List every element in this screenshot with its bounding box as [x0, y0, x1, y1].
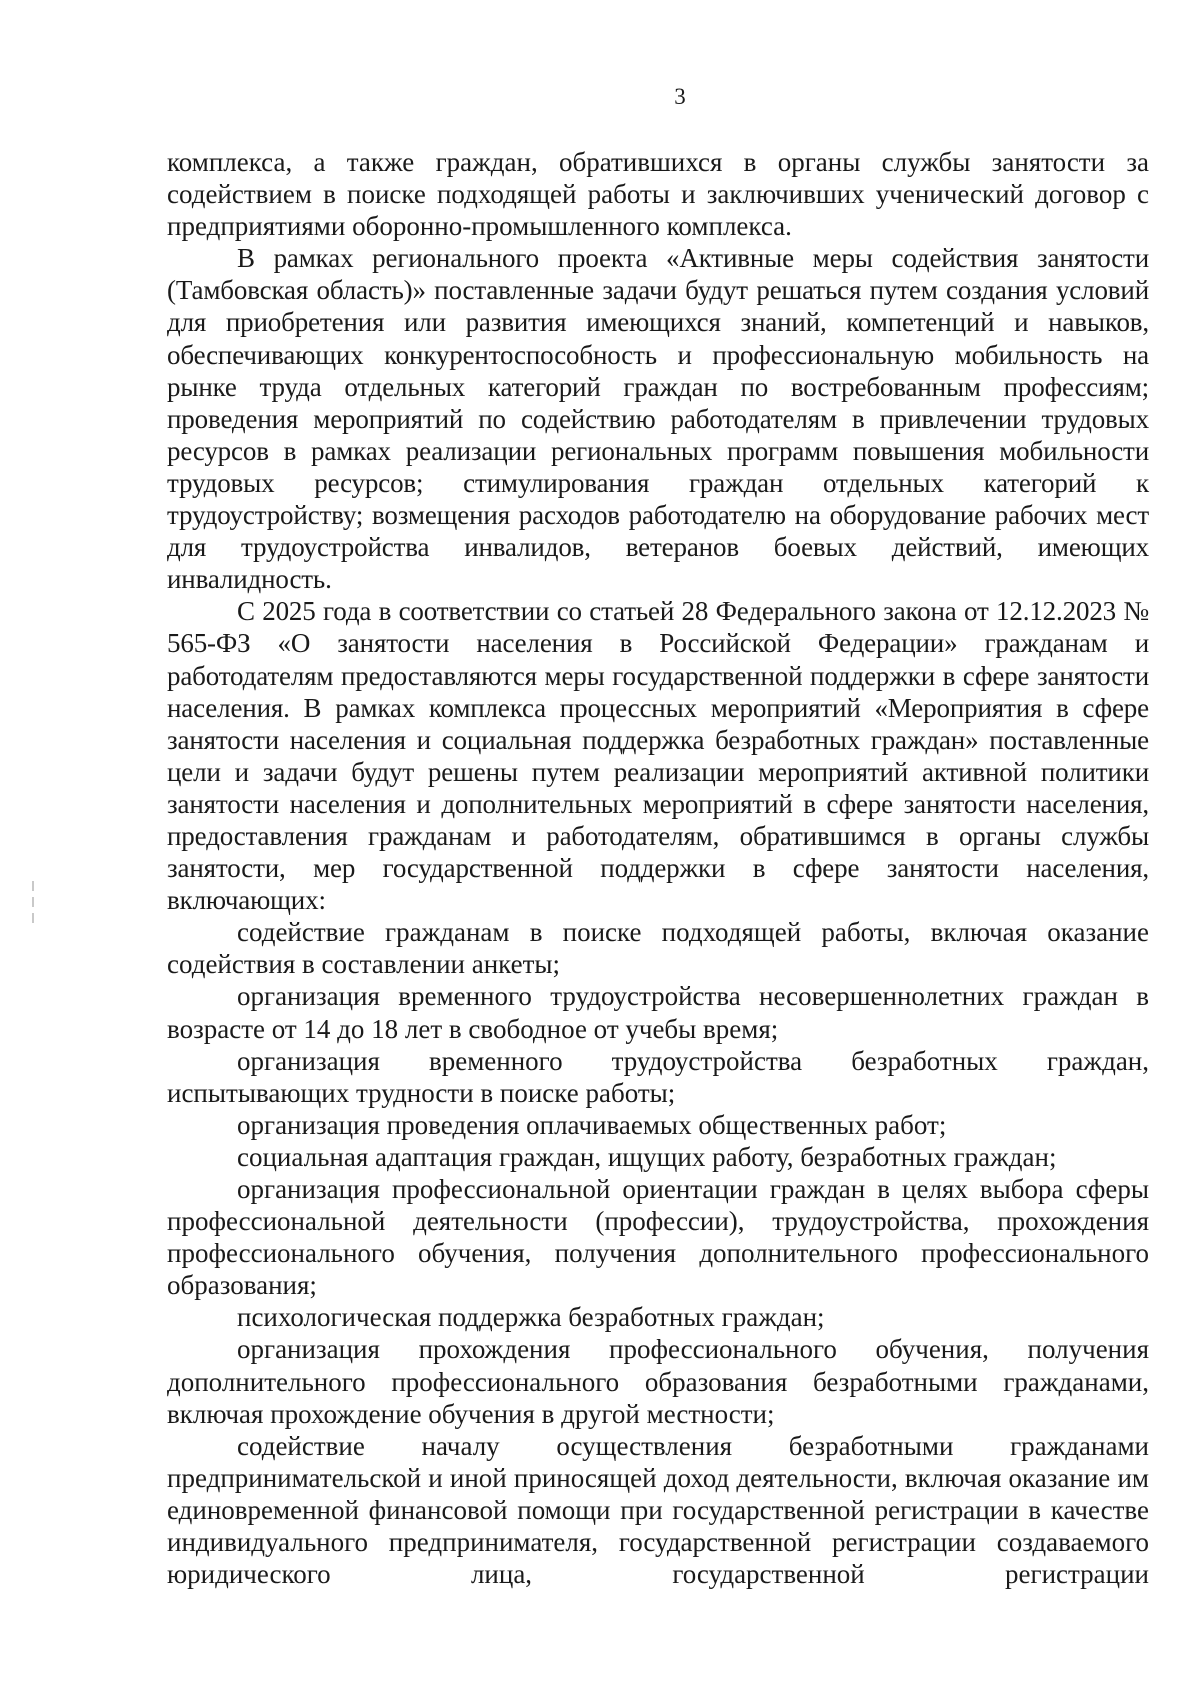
- list-item-career-guidance: организация профессиональной ориентации граждан в целях выбора сферы профессиональной деятельности (профессии), трудоустройства, прохождения профессионального обучения, получения дополнительного профессионального образования;: [167, 1174, 1149, 1301]
- list-item-job-search: содействие гражданам в поиске подходящей работы, включая оказание содействия в составлении анкеты;: [167, 917, 1149, 980]
- list-item-social-adaptation: социальная адаптация граждан, ищущих работу, безработных граждан;: [237, 1141, 1057, 1172]
- paragraph-continuation: комплекса, а также граждан, обратившихся в органы службы занятости за содействием в поиске подходящей работы и заключивших ученический договор с предприятиями оборонно-промышленного комплекса.: [167, 147, 1149, 242]
- list-item-temporary-employment: организация временного трудоустройства безработных граждан, испытывающих трудности в поиске работы;: [167, 1045, 1149, 1108]
- scan-binder-marks: [28, 875, 40, 945]
- scan-mark: [32, 897, 34, 907]
- paragraph-federal-law: С 2025 года в соответствии со статьей 28 Федерального закона от 12.12.2023 № 565-ФЗ «О занятости населения в Российской Федерации» гражданам и работодателям предоставляются меры государственной поддержки в сфере занятости населения. В рамках комплекса процессных мероприятий «Мероприятия в сфере занятости населения и социальная поддержка безработных граждан» поставленные цели и задачи будут решены путем реализации мероприятий активной политики занятости населения и дополнительных мероприятий в сфере занятости населения, предоставления гражданам и работодателям, обратившимся в органы службы занятости, мер государственной поддержки в сфере занятости населения, включающих:: [167, 596, 1149, 916]
- page-number: 3: [674, 84, 686, 109]
- list-item-minor-employment: организация временного трудоустройства несовершеннолетних граждан в возрасте от 14 до 18 лет в свободное от учебы время;: [167, 981, 1149, 1044]
- list-item-entrepreneurship: содействие началу осуществления безработными гражданами предпринимательской и иной приносящей доход деятельности, включая оказание им единовременной финансовой помощи при государственной регистрации в качестве индивидуального предпринимателя, государственной регистрации создаваемого юридического лица, государственной регистрации: [167, 1430, 1149, 1590]
- scan-mark: [32, 881, 34, 891]
- list-item-psychological-support: психологическая поддержка безработных граждан;: [237, 1302, 825, 1333]
- paragraph-regional-project: В рамках регионального проекта «Активные меры содействия занятости (Тамбовская область)» поставленные задачи будут решаться путем создания условий для приобретения или развития имеющихся знаний, компетенций и навыков, обеспечивающих конкурентоспособность и профессиональную мобильность на рынке труда отдельных категорий граждан по востребованным профессиям; проведения мероприятий по содействию работодателям в привлечении трудовых ресурсов в рамках реализации региональных программ повышения мобильности трудовых ресурсов; стимулирования граждан отдельных категорий к трудоустройству; возмещения расходов работодателю на оборудование рабочих мест для трудоустройства инвалидов, ветеранов боевых действий, имеющих инвалидность.: [167, 243, 1149, 595]
- list-item-public-works: организация проведения оплачиваемых общественных работ;: [237, 1109, 947, 1140]
- list-item-vocational-training: организация прохождения профессионального обучения, получения дополнительного профессионального образования безработными гражданами, включая прохождение обучения в другой местности;: [167, 1334, 1149, 1429]
- document-body: [167, 146, 1149, 1590]
- scan-mark: [32, 913, 34, 923]
